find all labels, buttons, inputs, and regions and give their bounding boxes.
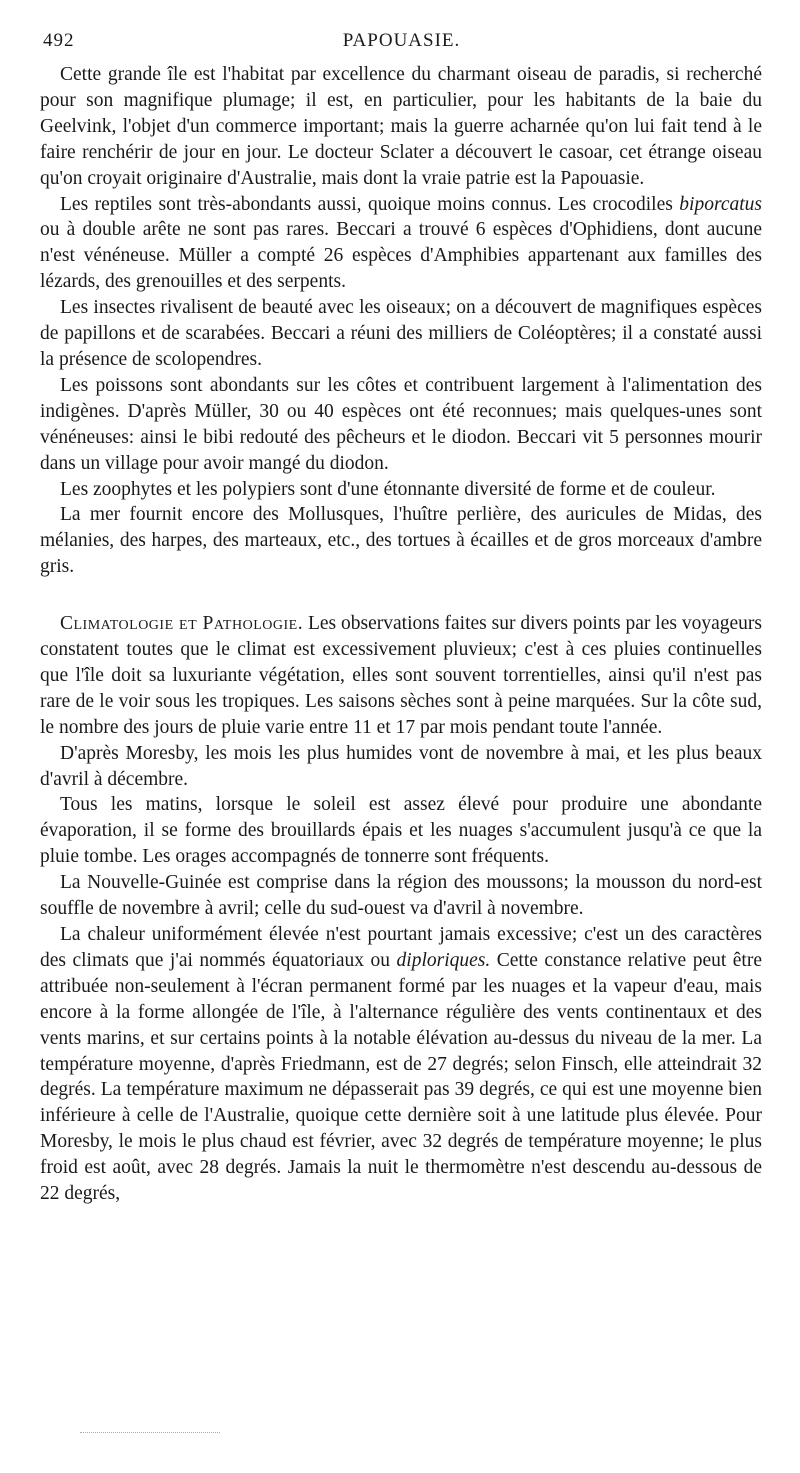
page-header xyxy=(43,30,760,58)
paragraph-reptiles xyxy=(40,192,762,296)
paragraph-climatology-rest: Les observations faites sur divers points par les voyageurs constatent toutes que le climat est excessivement pluvieux; c'est à ces pluies continuelles que l'île doit sa luxuriante végétation, elles sont souvent torrentielles, ainsi qu'il n'est pas rare de le voir sous les tropiques. Les saisons sèches sont à peine marquées. Sur la côte sud, le nombre des jours de pluie varie entre 11 et 17 par mois pendant toute l'année. xyxy=(40,613,762,738)
paragraph-moresby-months: D'après Moresby, les mois les plus humides vont de novembre à mai, et les plus beaux d'avril à décembre. xyxy=(40,742,762,790)
paragraph-climatology xyxy=(40,611,762,741)
footer-smudge xyxy=(80,1432,220,1441)
paragraph-heat-start: La chaleur uniformément élevée n'est pourtant jamais excessive; c'est un des caractères des climats que j'ai nommés équatoriaux ou xyxy=(40,924,762,971)
paragraph-fish: Les poissons sont abondants sur les côtes et contribuent largement à l'alimentation des indigènes. D'après Müller, 30 ou 40 espèces ont été reconnues; mais quelques-unes sont vénéneuses: ainsi le bibi redouté des pêcheurs et le diodon. Beccari vit 5 personnes mourir dans un village pour avoir mangé du diodon. xyxy=(40,374,762,474)
paragraph-heat-rest: Cette constance relative peut être attribuée non-seulement à l'écran permanent formé par les nuages et la vapeur d'eau, mais encore à la forme allongée de l'île, à l'alternance régulière des vents continentaux et des vents marins, et sur certains points à la notable élévation au-dessus du niveau de la mer. La température moyenne, d'après Friedmann, est de 27 degrés; selon Finsch, elle atteindrait 32 degrés. La température maximum ne dépasserait pas 39 degrés, ce qui est une moyenne bien inférieure à celle de l'Australie, quoique cette dernière soit à une latitude plus élevée. Pour Moresby, le mois le plus chaud est février, avec 32 degrés de température moyenne; le plus froid est août, avec 28 degrés. Jamais la nuit le thermomètre n'est descendu au-dessous de 22 degrés, xyxy=(40,949,762,1205)
paragraph-mornings: Tous les matins, lorsque le soleil est assez élevé pour produire une abondante évaporation, il se forme des brouillards épais et les nuages s'accumulent jusqu'à ce que la pluie tombe. Les orages accompagnés de tonnerre sont fréquents. xyxy=(40,794,762,868)
paragraph-heat xyxy=(40,922,762,1207)
paragraph-insects: Les insectes rivalisent de beauté avec les oiseaux; on a découvert de magnifiques espèces de papillons et de scarabées. Beccari a réuni des milliers de Coléoptères; il a constaté aussi la présence de scolopendres. xyxy=(40,297,762,370)
section-heading-climatology: Climatologie et Pathologie. xyxy=(60,613,304,635)
species-name-biporcatus: biporcatus xyxy=(679,193,762,215)
term-diploriques: diploriques. xyxy=(396,949,491,971)
running-title: PAPOUASIE. xyxy=(342,30,461,51)
page-number: 492 xyxy=(43,30,75,51)
paragraph-molluscs: La mer fournit encore des Mollusques, l'huître perlière, des auricules de Midas, des mélanies, des harpes, des marteaux, etc., des tortues à écailles et de gros morceaux d'ambre gris. xyxy=(40,504,762,578)
paragraph-reptiles-start: Les reptiles sont très-abondants aussi, quoique moins connus. Les crocodiles xyxy=(60,193,680,215)
paragraph-reptiles-rest: ou à double arête ne sont pas rares. Beccari a trouvé 6 espèces d'Ophidiens, dont aucune n'est vénéneuse. Müller a compté 26 espèces d'Amphibies appartenant aux familles des lézards, des grenouilles et des serpents. xyxy=(40,219,762,293)
paragraph-bird-of-paradise: Cette grande île est l'habitat par excellence du charmant oiseau de paradis, si recherché pour son magnifique plumage; il est, en particulier, pour les habitants de la baie du Geelvink, l'objet d'un commerce important; mais la guerre acharnée qu'on lui fait tend à le faire renchérir de jour en jour. Le docteur Sclater a découvert le casoar, cet étrange oiseau qu'on croyait originaire d'Australie, mais dont la vraie patrie est la Papouasie. xyxy=(40,64,762,189)
paragraph-monsoons: La Nouvelle-Guinée est comprise dans la région des moussons; la mousson du nord-est souffle de novembre à avril; celle du sud-ouest va d'avril à novembre. xyxy=(40,872,762,920)
body-text xyxy=(40,62,762,1207)
paragraph-zoophytes: Les zoophytes et les polypiers sont d'une étonnante diversité de forme et de couleur. xyxy=(60,478,716,500)
